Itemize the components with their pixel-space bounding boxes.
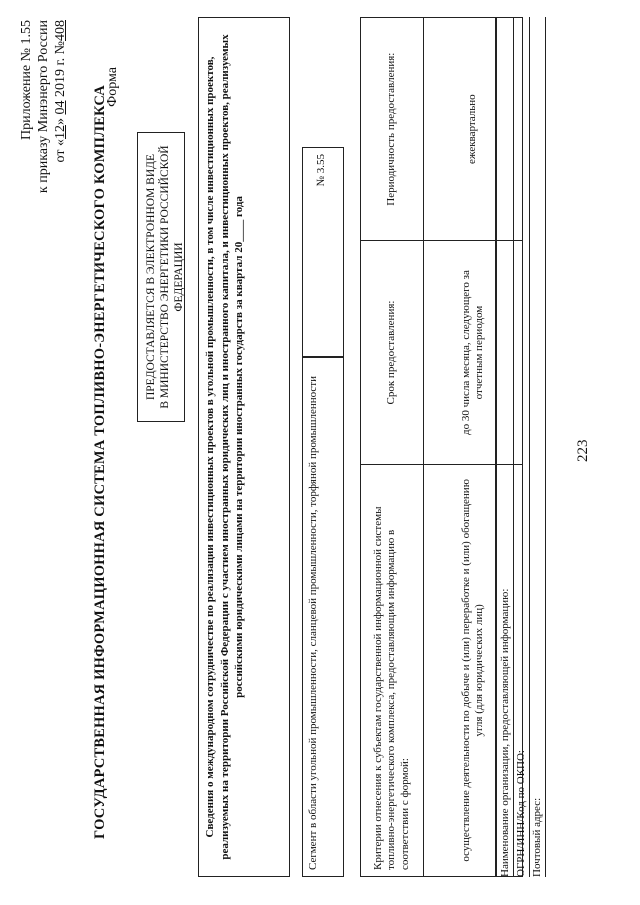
appendix-line3 xyxy=(52,20,69,250)
deadline-header: Срок предоставления: xyxy=(361,241,424,464)
appendix-date-mid: » xyxy=(53,114,68,126)
appendix-date-day: 12 xyxy=(53,125,68,140)
form-number-box: № 3.55 xyxy=(302,147,344,357)
criteria-header: Критерии отнесения к субъектам государственной информационной системы топливно-энергетического комплекса, предоставляющим информацию в соответствии с формой: xyxy=(361,464,424,876)
appendix-date-year: 2019 г. № xyxy=(53,41,68,101)
appendix-line1: Приложение № 1.55 xyxy=(19,20,34,140)
appendix-date-month: 04 xyxy=(53,100,68,115)
info-description-box: Сведения о международном сотрудничестве по реализации инвестиционных проектов в угольной промышленности, в том числе инвестиционных проектов, реализуемых на территории Российской Федерации с участием иностранных юридических лиц и иностранного капитала, и инвестиционных проектов, реализуемых российскими юридическими лицами на территории иностранных государств за квартал 20____ года xyxy=(198,17,290,877)
org-name-field: Наименование организации, предоставляющей информацию: xyxy=(498,17,514,877)
criteria-value: осуществление деятельности по добыче и (или) переработке и (или) обогащению угля (для юридических лиц) xyxy=(424,464,523,876)
electronic-line1: ПРЕДОСТАВЛЯЕТСЯ В ЭЛЕКТРОННОМ ВИДЕ xyxy=(145,153,157,401)
electronic-submission-box xyxy=(137,132,185,422)
periodicity-header: Периодичность предоставления: xyxy=(361,18,424,241)
appendix-date-prefix: от « xyxy=(53,139,68,163)
main-title: ГОСУДАРСТВЕННАЯ ИНФОРМАЦИОННАЯ СИСТЕМА ТОПЛИВНО-ЭНЕРГЕТИЧЕСКОГО КОМПЛЕКСА xyxy=(92,85,108,839)
criteria-header-row xyxy=(361,18,424,877)
rotated-form-sheet xyxy=(10,12,630,892)
periodicity-value: ежеквартально xyxy=(424,18,523,241)
ogrn-field: ОГРН/ИНН/Код по ОКПО: xyxy=(514,17,530,877)
appendix-order-number: 408 xyxy=(53,20,68,41)
footer-separator xyxy=(495,17,497,877)
appendix-header xyxy=(18,20,69,250)
page-number: 223 xyxy=(575,439,591,462)
form-label: Форма xyxy=(105,67,120,107)
appendix-line2: к приказу Минэнерго России xyxy=(36,20,51,194)
postal-address-field: Почтовый адрес: xyxy=(530,17,546,877)
electronic-line2: В МИНИСТЕРСТВО ЭНЕРГЕТИКИ РОССИЙСКОЙ ФЕДЕРАЦИИ xyxy=(159,145,185,409)
segment-box: Сегмент в области угольной промышленности, сланцевой промышленности, торфяной промышленности xyxy=(302,357,344,877)
deadline-value: до 30 числа месяца, следующего за отчетным периодом xyxy=(424,241,523,464)
